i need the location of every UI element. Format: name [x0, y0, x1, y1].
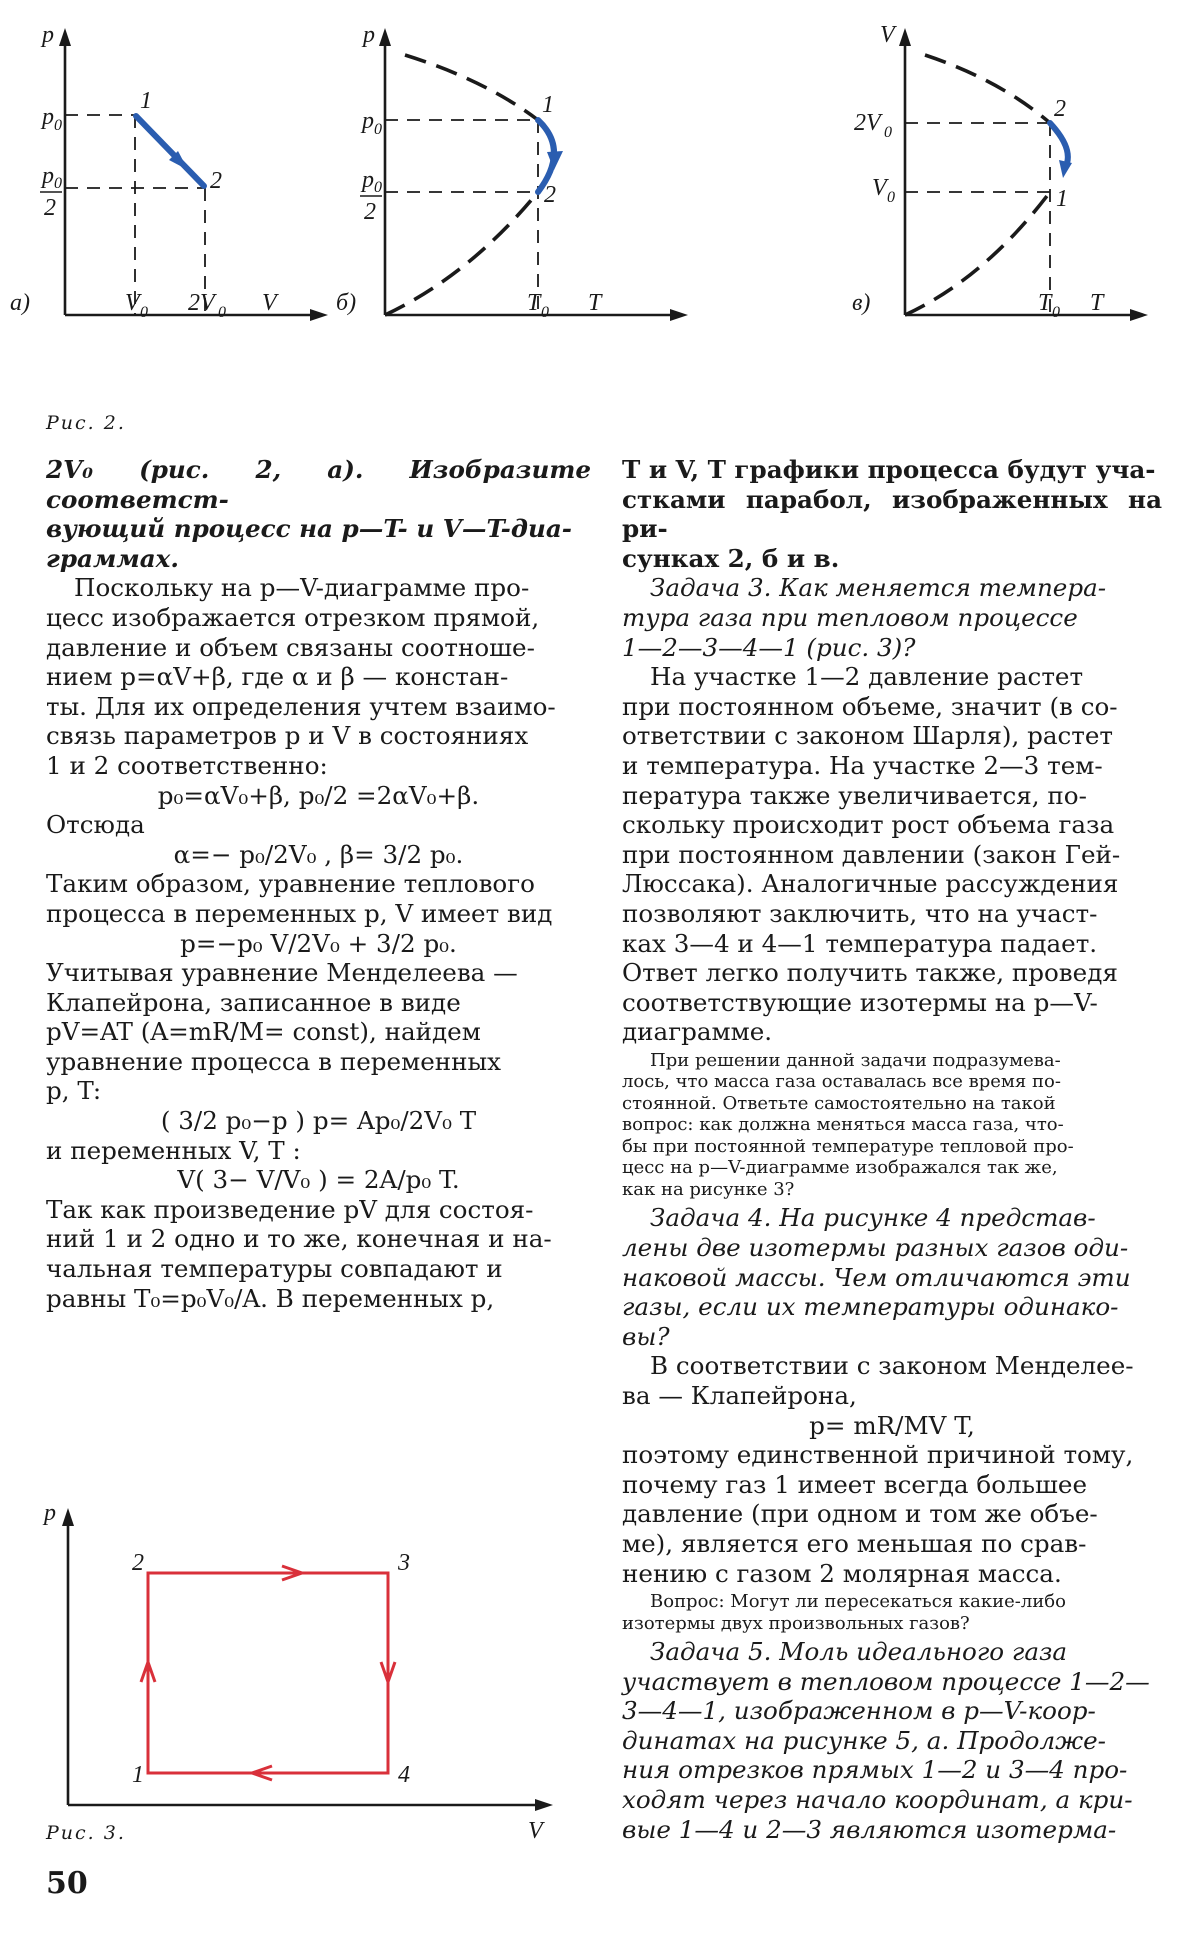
note-line: как на рисунке 3?: [622, 1178, 795, 1200]
fig2c-plot: [852, 20, 1190, 340]
fig2b-y-arrow: [379, 28, 391, 46]
fig2a-y-label: p: [42, 22, 54, 48]
fig3-caption: Рис. 3.: [46, 1822, 126, 1844]
note-line: стоянной. Ответьте самостоятельно на такой: [622, 1092, 1056, 1114]
left-line: связь параметров p и V в состояниях: [46, 721, 529, 751]
fig2a-2v0-sub: 0: [218, 304, 226, 321]
left-line: Учитывая уравнение Менделеева —: [46, 958, 518, 988]
right-line: наковой массы. Чем отличаются эти: [622, 1262, 1131, 1292]
fig2a-2v0-label: 2V: [188, 290, 215, 316]
fig2b-p0-label: p: [362, 108, 374, 134]
right-line: и температура. На участке 2—3 тем-: [622, 750, 1103, 780]
left-line: уравнение процесса в переменных: [46, 1046, 501, 1076]
fig2c-2v0-sub: 0: [884, 124, 892, 141]
right-line: сунках 2, б и в.: [622, 543, 840, 573]
fig2a-half-sub: 0: [54, 175, 62, 192]
left-line: цесс изображается отрезком прямой,: [46, 602, 540, 632]
formula-alpha-beta-system: p₀=αV₀+β, p₀/2 =2αV₀+β.: [157, 780, 480, 810]
left-line: ний 1 и 2 одно и то же, конечная и на-: [46, 1224, 552, 1254]
right-line: соответствующие изотермы на p—V-: [622, 987, 1098, 1017]
right-line: газы, если их температуры одинако-: [622, 1292, 1119, 1322]
fig3-cycle: [148, 1573, 388, 1773]
fig3-point1: 1: [132, 1762, 144, 1788]
right-line: T и V, T графики процесса будут уча-: [622, 455, 1156, 484]
right-line: 1—2—3—4—1 (рис. 3)?: [622, 632, 916, 662]
formula-mendeleev: p= mR/MV T,: [809, 1410, 975, 1440]
left-line: граммах.: [46, 543, 179, 573]
fig2c-t0-sub: 0: [1052, 304, 1060, 321]
right-line: 3—4—1, изображенном в p—V-коор-: [622, 1696, 1096, 1726]
formula-p-t: ( 3/2 p₀−p ) p= Ap₀/2V₀ T: [160, 1106, 477, 1136]
right-line: почему газ 1 имеет всегда большее: [622, 1469, 1088, 1499]
left-line: и переменных V, T :: [46, 1135, 301, 1165]
fig3-point3: 3: [398, 1550, 410, 1576]
right-line: нению с газом 2 молярная масса.: [622, 1558, 1062, 1588]
right-line: На участке 1—2 давление растет: [650, 662, 1084, 692]
note-line: При решении данной задачи подразумева-: [650, 1049, 1061, 1071]
right-line: поэтому единственной причиной тому,: [622, 1440, 1134, 1470]
fig2b-tag: б): [336, 290, 357, 316]
fig2c-y-label: V: [880, 22, 895, 48]
left-line: процесса в переменных p, V имеет вид: [46, 898, 553, 928]
left-line: Так как произведение pV для состоя-: [46, 1194, 534, 1224]
note-line: изотермы двух произвольных газов?: [622, 1612, 970, 1634]
fig3-y-label: p: [44, 1500, 56, 1526]
fig2b-p0-sub: 0: [374, 121, 382, 138]
fig2b-t0-label: T: [527, 290, 541, 316]
left-line: ты. Для их определения учтем взаимо-: [46, 691, 556, 721]
fig2c-y-arrow: [899, 28, 911, 46]
fig3-point4: 4: [398, 1762, 410, 1788]
right-line: Люссака). Аналогичные рассуждения: [622, 869, 1119, 899]
fig2-caption: Рис. 2.: [46, 412, 126, 434]
fig2b-point1: 1: [542, 92, 554, 118]
right-line: ках 3—4 и 4—1 температура падает.: [622, 928, 1098, 958]
note-line: вопрос: как должна меняться масса газа, что-: [622, 1114, 1064, 1136]
fig3-y-arrow: [62, 1508, 74, 1526]
left-line: Таким образом, уравнение теплового: [46, 869, 535, 899]
fig2a-process-line: [136, 116, 204, 186]
fig2c-point1: 1: [1056, 186, 1068, 212]
right-line: ответствии с законом Шарля), растет: [622, 721, 1114, 751]
left-line: Клапейрона, записанное в виде: [46, 987, 461, 1017]
fig2c-tag: в): [852, 290, 871, 316]
page-number: 50: [46, 1866, 88, 1901]
fig2c-lower-parabola: [905, 192, 1050, 315]
note-line: Вопрос: Могут ли пересекаться какие-либо: [650, 1591, 1066, 1613]
right-line: давление (при одном и том же объе-: [622, 1499, 1098, 1529]
left-line: равны T₀=p₀V₀/A. В переменных p,: [46, 1283, 495, 1313]
left-line: p, T:: [46, 1076, 102, 1106]
fig2a-half-den: 2: [44, 195, 56, 221]
fig3-plot: [40, 1500, 580, 1844]
right-line: лены две изотермы разных газов оди-: [622, 1232, 1129, 1262]
left-line: нием p=αV+β, где α и β — констан-: [46, 662, 509, 692]
formula-v-t: V( 3− V/V₀ ) = 2A/p₀ T.: [177, 1165, 460, 1195]
fig2c-v0-label: V: [872, 175, 887, 201]
fig2b-lower-parabola: [385, 192, 538, 315]
fig2b-y-label: p: [363, 22, 375, 48]
right-line: вые 1—4 и 2—3 являются изотерма-: [622, 1814, 1117, 1844]
task5-heading: Задача 5. Моль идеального газа: [650, 1637, 1068, 1667]
right-line: позволяют заключить, что на участ-: [622, 898, 1098, 928]
fig2c-x-label: T: [1090, 290, 1104, 316]
right-line: при постоянном давлении (закон Гей-: [622, 839, 1121, 869]
fig2c-upper-parabola: [925, 55, 1050, 123]
right-line: ме), является его меньшая по срав-: [622, 1528, 1087, 1558]
fig2a-p0-sub: 0: [54, 117, 62, 134]
fig2b-upper-parabola: [405, 55, 538, 120]
right-line: пература также увеличивается, по-: [622, 780, 1087, 810]
fig2c-process-arrow: [1059, 160, 1072, 178]
fig2b-half-den: 2: [364, 199, 376, 225]
fig2a-y-arrow: [59, 28, 71, 46]
fig2b-plot: [336, 20, 700, 340]
fig2c-point2: 2: [1054, 96, 1066, 122]
left-line: 2V₀ (рис. 2, а). Изобразите соответст-: [46, 455, 591, 514]
fig2a-tag: а): [10, 290, 30, 316]
fig2b-half-sub: 0: [374, 179, 382, 196]
left-line: давление и объем связаны соотноше-: [46, 632, 535, 662]
fig2c-2v0-label: 2V: [854, 110, 881, 136]
fig2c-v0-sub: 0: [887, 189, 895, 206]
left-line: 1 и 2 соответственно:: [46, 750, 328, 780]
fig2b-x-label: T: [588, 290, 602, 316]
fig2a-plot: [10, 20, 350, 340]
note-line: бы при постоянной температуре тепловой про-: [622, 1135, 1074, 1157]
left-line: вующий процесс на p—T- и V—T-диа-: [46, 514, 573, 544]
fig2a-point1: 1: [140, 88, 152, 114]
fig2a-v0-sub: 0: [140, 304, 148, 321]
fig2a-p0-label: p: [42, 104, 54, 130]
fig2b-t0-sub: 0: [541, 304, 549, 321]
fig2a-x-label: V: [262, 290, 277, 316]
left-line: pV=AT (A=mR/M= const), найдем: [46, 1017, 481, 1047]
formula-p-of-v: p=−p₀ V/2V₀ + 3/2 p₀.: [180, 928, 457, 958]
fig2a-point2: 2: [210, 168, 222, 194]
left-column: [46, 455, 591, 1313]
right-line: при постоянном объеме, значит (в со-: [622, 691, 1118, 721]
right-line: тура газа при тепловом процессе: [622, 602, 1078, 632]
fig2b-x-arrow: [670, 309, 688, 321]
fig3-point2: 2: [132, 1550, 144, 1576]
right-line: диаграмме.: [622, 1017, 773, 1047]
fig2a-x-arrow: [310, 309, 328, 321]
right-line: В соответствии с законом Менделее-: [650, 1351, 1134, 1381]
fig3-x-label: V: [528, 1818, 543, 1844]
fig2a-v0-label: V: [125, 290, 140, 316]
fig2c-process-curve: [1050, 123, 1068, 168]
fig2c-t0-label: T: [1038, 290, 1052, 316]
note-line: лось, что масса газа оставалась все время по-: [622, 1071, 1061, 1093]
right-line: вы?: [622, 1321, 670, 1351]
right-line: скольку происходит рост объема газа: [622, 810, 1115, 840]
note-line: цесс на p—V-диаграмме изображался так же,: [622, 1157, 1058, 1179]
fig2b-half-num: p: [362, 167, 374, 193]
fig2b-point2: 2: [544, 182, 556, 208]
left-line: чальная температуры совпадают и: [46, 1254, 503, 1284]
task4-heading: Задача 4. На рисунке 4 представ-: [650, 1203, 1096, 1233]
formula-alpha-beta: α=− p₀/2V₀ , β= 3/2 p₀.: [173, 839, 464, 869]
task3-heading: Задача 3. Как меняется темпера-: [650, 573, 1107, 603]
note-small: [622, 1050, 1162, 1201]
left-line: Поскольку на p—V-диаграмме про-: [74, 573, 530, 603]
fig2a-half-num: p: [42, 163, 54, 189]
fig3-x-arrow: [535, 1799, 553, 1811]
right-line: ния отрезков прямых 1—2 и 3—4 про-: [622, 1755, 1128, 1785]
right-line: динатах на рисунке 5, а. Продолже-: [622, 1725, 1106, 1755]
left-line: Отсюда: [46, 810, 145, 840]
right-column: [622, 455, 1162, 1844]
fig2c-x-arrow: [1130, 309, 1148, 321]
right-line: ходят через начало координат, а кри-: [622, 1785, 1133, 1815]
right-line: Ответ легко получить также, проведя: [622, 958, 1118, 988]
question-small: [622, 1591, 1162, 1634]
right-line: участвует в тепловом процессе 1—2—: [622, 1666, 1150, 1696]
right-line: ва — Клапейрона,: [622, 1380, 857, 1410]
right-line: стками парабол, изображенных на ри-: [622, 484, 1162, 544]
